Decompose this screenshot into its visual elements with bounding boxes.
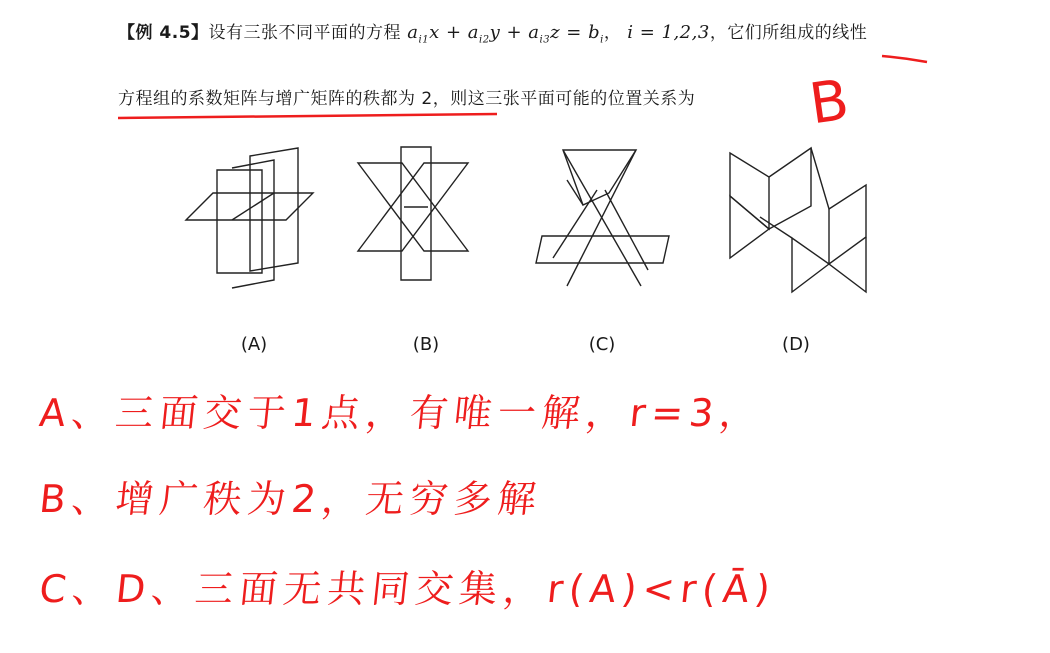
figure-a [186, 148, 313, 288]
handwritten-note-b: B、增广秩为2，无穷多解 [37, 477, 545, 521]
figure-d [730, 148, 866, 292]
underline-mark-line2 [118, 114, 497, 118]
question-text-after: ，它们所组成的线性 [709, 23, 868, 43]
example-label: 【例 4.5】 [118, 23, 209, 43]
underline-mark-line1 [882, 56, 927, 62]
figure-label-d: (D) [782, 334, 810, 355]
figure-b [358, 147, 468, 280]
figure-label-b: (B) [412, 334, 440, 355]
handwritten-note-c: C、D、三面无共同交集，r(A)<r(Ā) [37, 567, 779, 611]
question-line-2: 方程组的系数矩阵与增广矩阵的秩都为 2，则这三张平面可能的位置关系为 [118, 89, 696, 109]
figure-c [536, 150, 669, 286]
handwritten-note-a: A、三面交于1点，有唯一解，r=3， [37, 391, 766, 435]
figure-label-a: (A) [240, 334, 268, 355]
index-range: i = 1,2,3 [627, 22, 710, 43]
plane-equation: $a_{i1}x + a_{i2}y + a_{i3}z = b_i$ [407, 22, 604, 46]
handwritten-answer: B [805, 67, 853, 138]
question-text-before: 设有三张不同平面的方程 [208, 23, 402, 43]
question-line-1: 【例 4.5】设有三张不同平面的方程 $a_{i1}x + a_{i2}y + a_{i3}z = b_i$， i = 1,2,3，它们所组成的线性 [118, 22, 868, 46]
figure-label-c: (C) [588, 334, 616, 355]
